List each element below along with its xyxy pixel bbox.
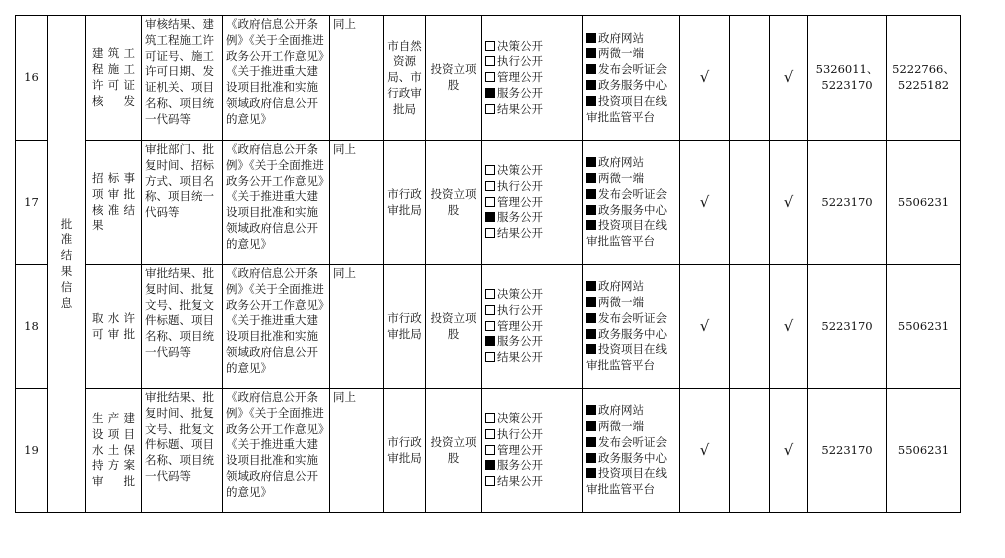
checked-box-icon	[586, 437, 596, 447]
checked-box-icon	[586, 220, 596, 230]
phone-2: 5222766、5225182	[887, 16, 961, 141]
item-name: 取水许可审批	[86, 265, 142, 389]
disclosure-type-option-line	[485, 334, 579, 350]
empty-cell	[730, 141, 770, 265]
checked-box-icon	[586, 157, 596, 167]
phone-2: 5506231	[887, 389, 961, 513]
channel-label: 政府网站	[598, 30, 644, 45]
disclosure-type-option-line	[485, 54, 579, 70]
disclosure-type-option-label: 结果公开	[497, 226, 543, 241]
disclosure-type-option-line	[485, 102, 579, 118]
category-char: 息	[60, 295, 73, 310]
unchecked-box-icon	[485, 352, 495, 362]
disclosure-type-option-label: 执行公开	[497, 302, 543, 317]
disclosure-type-option-label: 管理公开	[497, 442, 543, 457]
disclosure-type-option-line	[485, 319, 579, 335]
table-row	[16, 16, 961, 141]
disclosure-type-option-label: 管理公开	[497, 194, 543, 209]
item-name: 建筑工程施工许可证核发	[86, 16, 142, 141]
disclosure-content: 审批部门、批复时间、招标方式、项目名称、项目统一代码等	[142, 141, 223, 265]
checked-box-icon	[485, 336, 495, 346]
disclosure-basis: 《政府信息公开条例》《关于全面推进政务公开工作意见》《关于推进重大建设项目批准和实施领域政府信息公开的意见》	[223, 265, 330, 389]
channel-label: 政务服务中心	[598, 202, 667, 217]
disclosure-time: 同上	[330, 16, 384, 141]
channel-line	[586, 342, 676, 374]
category-char: 批	[60, 216, 73, 231]
disclosure-type-option-line	[485, 287, 579, 303]
disclosure-type-option-label: 结果公开	[497, 101, 543, 116]
unchecked-box-icon	[485, 413, 495, 423]
checked-box-icon	[586, 468, 596, 478]
checked-box-icon	[586, 421, 596, 431]
disclosure-type-option-line	[485, 350, 579, 366]
unchecked-box-icon	[485, 305, 495, 315]
channel-label: 发布会听证会	[598, 310, 667, 325]
channel-label: 两微一端	[598, 418, 644, 433]
category-char: 信	[60, 279, 73, 294]
phone-1: 5223170	[808, 265, 887, 389]
row-number: 19	[16, 389, 48, 513]
channel-line	[586, 466, 676, 498]
disclosure-type-option-label: 决策公开	[497, 163, 543, 177]
disclosure-type-option-line	[485, 226, 579, 242]
unchecked-box-icon	[485, 476, 495, 486]
disclosure-type-option-label: 执行公开	[497, 178, 543, 193]
disclosure-content: 审批结果、批复时间、批复文号、批复文件标题、项目名称、项目统一代码等	[142, 389, 223, 513]
channel-label: 投资项目在线审批监管平台	[586, 93, 667, 124]
disclosure-type-option-label: 服务公开	[497, 85, 543, 100]
checked-box-icon	[586, 189, 596, 199]
check-mark: √	[770, 16, 808, 141]
channel-label: 政务服务中心	[598, 326, 667, 341]
category-label	[51, 217, 82, 312]
disclosure-type-option-label: 服务公开	[497, 210, 543, 225]
channel-label: 两微一端	[598, 170, 644, 185]
disclosure-time: 同上	[330, 141, 384, 265]
table-row	[16, 265, 961, 389]
disclosure-type-option-line	[485, 39, 579, 55]
unchecked-box-icon	[485, 181, 495, 191]
disclosure-type-option-label: 决策公开	[497, 411, 543, 425]
channel-label: 政务服务中心	[598, 450, 667, 465]
disclosure-type-option-line	[485, 163, 579, 179]
table-row	[16, 389, 961, 513]
phone-2: 5506231	[887, 141, 961, 265]
channel-label: 政府网站	[598, 403, 644, 418]
responsible-entity: 投资立项股	[426, 141, 482, 265]
unchecked-box-icon	[485, 228, 495, 238]
empty-cell	[730, 265, 770, 389]
channel-label: 发布会听证会	[598, 62, 667, 77]
unchecked-box-icon	[485, 104, 495, 114]
checked-box-icon	[586, 205, 596, 215]
disclosure-type-option-label: 结果公开	[497, 474, 543, 489]
responsible-entity: 投资立项股	[426, 389, 482, 513]
checked-box-icon	[586, 313, 596, 323]
check-mark: √	[770, 141, 808, 265]
responsible-entity: 投资立项股	[426, 265, 482, 389]
phone-1: 5223170	[808, 141, 887, 265]
disclosure-type-option-label: 执行公开	[497, 54, 543, 69]
disclosure-content: 审核结果、建筑工程施工许可证号、施工许可日期、发证机关、项目名称、项目统一代码等	[142, 16, 223, 141]
disclosure-basis: 《政府信息公开条例》《关于全面推进政务公开工作意见》《关于推进重大建设项目批准和实施领域政府信息公开的意见》	[223, 141, 330, 265]
channel-line	[586, 187, 676, 203]
disclosure-type-option-line	[485, 443, 579, 459]
disclosure-type-option-line	[485, 458, 579, 474]
category-char: 结	[60, 248, 73, 263]
channel-label: 两微一端	[598, 46, 644, 61]
channel-label: 投资项目在线审批监管平台	[586, 218, 667, 249]
check-mark: √	[680, 16, 730, 141]
channel-line	[586, 155, 676, 171]
check-mark: √	[770, 389, 808, 513]
checked-box-icon	[586, 48, 596, 58]
checked-box-icon	[586, 329, 596, 339]
disclosure-basis: 《政府信息公开条例》《关于全面推进政务公开工作意见》《关于推进重大建设项目批准和实施领域政府信息公开的意见》	[223, 16, 330, 141]
disclosure-type-option-label: 结果公开	[497, 350, 543, 365]
checked-box-icon	[586, 297, 596, 307]
disclosure-type-option-line	[485, 210, 579, 226]
disclosure-type-option-label: 决策公开	[497, 287, 543, 301]
table-row	[16, 141, 961, 265]
disclosure-type-option-line	[485, 70, 579, 86]
channel-line	[586, 311, 676, 327]
disclosure-content: 审批结果、批复时间、批复文号、批复文件标题、项目名称、项目统一代码等	[142, 265, 223, 389]
disclosure-channels	[583, 389, 680, 513]
disclosure-type-option-line	[485, 303, 579, 319]
checked-box-icon	[586, 80, 596, 90]
channel-label: 政府网站	[598, 155, 644, 170]
channel-line	[586, 46, 676, 62]
channel-line	[586, 94, 676, 126]
channel-line	[586, 78, 676, 94]
item-name: 生产建设项目水土保持方案审批	[86, 389, 142, 513]
channel-label: 发布会听证会	[598, 186, 667, 201]
channel-line	[586, 295, 676, 311]
channel-label: 两微一端	[598, 294, 644, 309]
channel-line	[586, 419, 676, 435]
channel-label: 政务服务中心	[598, 78, 667, 92]
unchecked-box-icon	[485, 321, 495, 331]
channel-line	[586, 31, 676, 47]
disclosure-type-option-line	[485, 86, 579, 102]
disclosure-table	[15, 15, 961, 513]
check-mark: √	[680, 265, 730, 389]
disclosure-time: 同上	[330, 389, 384, 513]
channel-line	[586, 327, 676, 343]
channel-line	[586, 203, 676, 219]
checked-box-icon	[485, 460, 495, 470]
channel-line	[586, 403, 676, 419]
responsible-entity: 投资立项股	[426, 16, 482, 141]
row-number: 16	[16, 16, 48, 141]
disclosure-type-option-label: 执行公开	[497, 426, 543, 441]
channel-line	[586, 279, 676, 295]
checked-box-icon	[586, 173, 596, 183]
row-number: 17	[16, 141, 48, 265]
disclosure-type-option-label: 决策公开	[497, 38, 543, 53]
category-cell	[48, 16, 86, 513]
disclosure-type-option-label: 服务公开	[497, 458, 543, 473]
channel-line	[586, 451, 676, 467]
unchecked-box-icon	[485, 289, 495, 299]
checked-box-icon	[586, 344, 596, 354]
disclosure-type-option-label: 管理公开	[497, 70, 543, 85]
check-mark: √	[680, 141, 730, 265]
disclosure-type-options	[482, 16, 583, 141]
checked-box-icon	[485, 212, 495, 222]
unchecked-box-icon	[485, 445, 495, 455]
responsible-dept: 市行政审批局	[384, 389, 426, 513]
disclosure-channels	[583, 141, 680, 265]
disclosure-type-option-label: 管理公开	[497, 318, 543, 333]
category-char: 准	[60, 232, 73, 247]
check-mark: √	[680, 389, 730, 513]
checked-box-icon	[586, 64, 596, 74]
unchecked-box-icon	[485, 41, 495, 51]
empty-cell	[730, 16, 770, 141]
channel-line	[586, 62, 676, 78]
checked-box-icon	[586, 96, 596, 106]
disclosure-type-options	[482, 141, 583, 265]
responsible-dept: 市行政审批局	[384, 265, 426, 389]
check-mark: √	[770, 265, 808, 389]
disclosure-type-options	[482, 389, 583, 513]
channel-line	[586, 171, 676, 187]
checked-box-icon	[586, 405, 596, 415]
channel-line	[586, 435, 676, 451]
row-number: 18	[16, 265, 48, 389]
checked-box-icon	[485, 88, 495, 98]
channel-line	[586, 218, 676, 250]
responsible-dept: 市自然资源局、市行政审批局	[384, 16, 426, 141]
checked-box-icon	[586, 33, 596, 43]
channel-label: 发布会听证会	[598, 434, 667, 449]
unchecked-box-icon	[485, 165, 495, 175]
channel-label: 政府网站	[598, 279, 644, 294]
disclosure-type-option-line	[485, 179, 579, 195]
empty-cell	[730, 389, 770, 513]
channel-label: 投资项目在线审批监管平台	[586, 466, 667, 497]
phone-2: 5506231	[887, 265, 961, 389]
checked-box-icon	[586, 281, 596, 291]
disclosure-type-option-line	[485, 427, 579, 443]
category-char: 果	[60, 264, 73, 278]
disclosure-type-option-line	[485, 474, 579, 490]
channel-label: 投资项目在线审批监管平台	[586, 342, 667, 373]
disclosure-type-option-line	[485, 195, 579, 211]
phone-1: 5326011、5223170	[808, 16, 887, 141]
unchecked-box-icon	[485, 56, 495, 66]
phone-1: 5223170	[808, 389, 887, 513]
disclosure-channels	[583, 265, 680, 389]
disclosure-time: 同上	[330, 265, 384, 389]
responsible-dept: 市行政审批局	[384, 141, 426, 265]
unchecked-box-icon	[485, 429, 495, 439]
disclosure-type-option-label: 服务公开	[497, 334, 543, 349]
disclosure-channels	[583, 16, 680, 141]
disclosure-basis: 《政府信息公开条例》《关于全面推进政务公开工作意见》《关于推进重大建设项目批准和实施领域政府信息公开的意见》	[223, 389, 330, 513]
disclosure-type-option-line	[485, 411, 579, 427]
disclosure-type-options	[482, 265, 583, 389]
unchecked-box-icon	[485, 197, 495, 207]
item-name: 招标事项审批核准结果	[86, 141, 142, 265]
checked-box-icon	[586, 453, 596, 463]
unchecked-box-icon	[485, 72, 495, 82]
